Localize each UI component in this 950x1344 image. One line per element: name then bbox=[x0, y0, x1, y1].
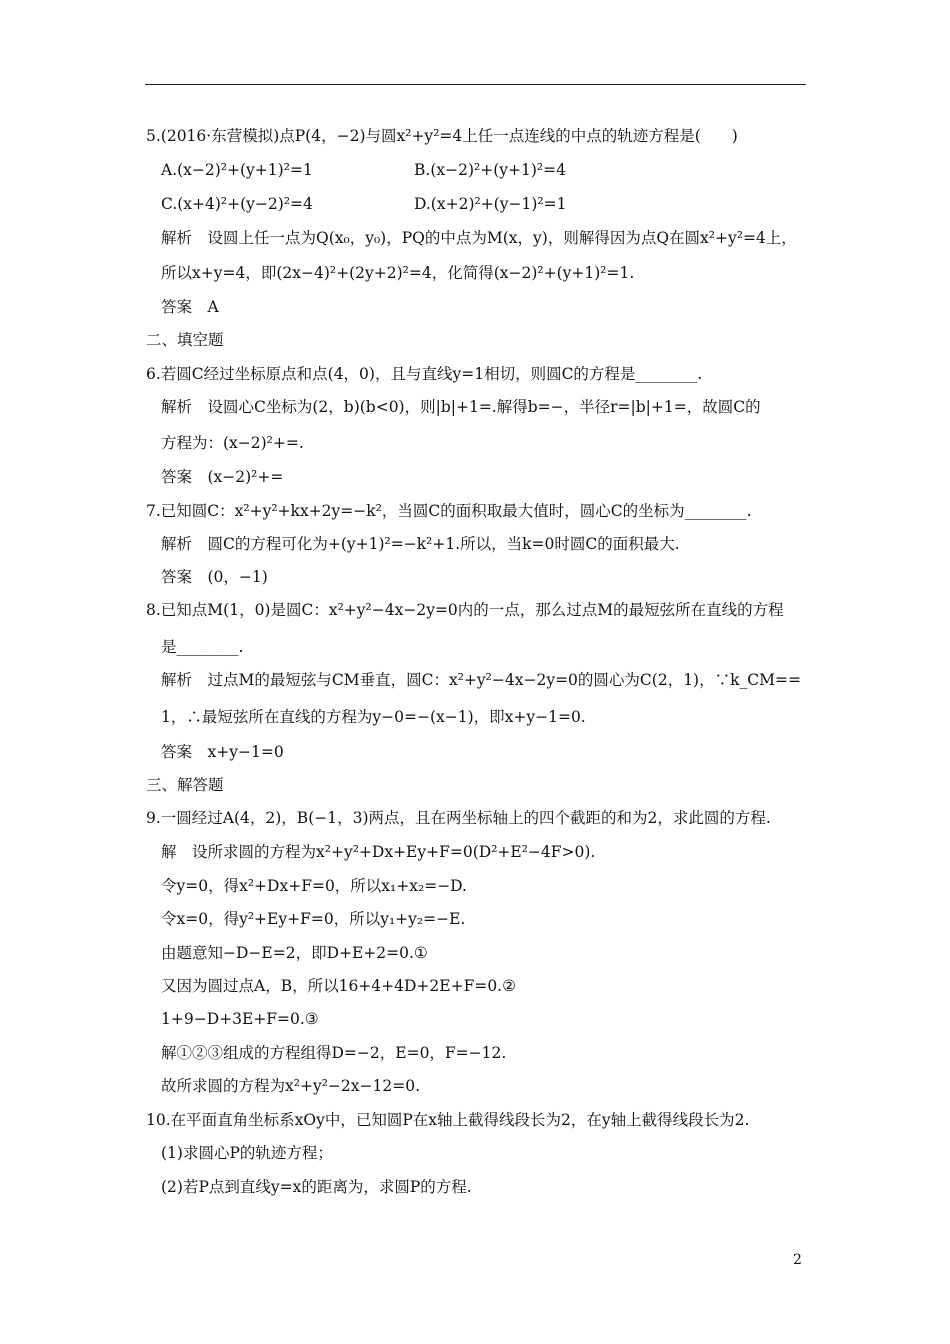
q9-solution-5: 又因为圆过点A，B，所以16+4+4D+2E+F=0.② bbox=[161, 977, 517, 995]
q9-solution-4: 由题意知−D−E=2，即D+E+2=0.① bbox=[161, 944, 428, 962]
q9-solution-1: 解 设所求圆的方程为x²+y²+Dx+Ey+F=0(D²+E²−4F>0). bbox=[161, 843, 596, 861]
q9-solution-2: 令y=0，得x²+Dx+F=0，所以x₁+x₂=−D. bbox=[161, 877, 467, 895]
q8-answer: 答案 x+y−1=0 bbox=[161, 743, 284, 761]
q10-part-1: (1)求圆心P的轨迹方程； bbox=[161, 1144, 333, 1162]
q5-option-c: C.(x+4)²+(y−2)²=4 bbox=[161, 195, 313, 213]
q6-analysis-2: 方程为：(x−2)²+=. bbox=[161, 434, 304, 452]
section-fill-in: 二、填空题 bbox=[146, 331, 224, 349]
q9-stem: 9.一圆经过A(4，2)，B(−1，3)两点，且在两坐标轴上的四个截距的和为2，求此圆的方程. bbox=[146, 809, 771, 827]
q5-option-d: D.(x+2)²+(y−1)²=1 bbox=[414, 195, 567, 213]
q8-analysis-1: 解析 过点M的最短弦与CM垂直，圆C：x²+y²−4x−2y=0的圆心为C(2，1)，∵k_CM== bbox=[161, 671, 801, 689]
q9-solution-8: 故所求圆的方程为x²+y²−2x−12=0. bbox=[161, 1077, 420, 1095]
q7-answer: 答案 (0，−1) bbox=[161, 568, 268, 586]
q5-analysis-2: 所以x+y=4，即(2x−4)²+(2y+2)²=4，化简得(x−2)²+(y+1)²=1. bbox=[161, 264, 635, 282]
q5-answer: 答案 A bbox=[161, 298, 219, 316]
q7-stem: 7.已知圆C：x²+y²+kx+2y=−k²，当圆C的面积取最大值时，圆心C的坐标为________. bbox=[146, 502, 752, 520]
header-rule bbox=[145, 84, 806, 85]
q8-analysis-2: 1，∴最短弦所在直线的方程为y−0=−(x−1)，即x+y−1=0. bbox=[161, 708, 586, 726]
q9-solution-6: 1+9−D+3E+F=0.③ bbox=[161, 1010, 319, 1028]
q6-analysis-1: 解析 设圆心C坐标为(2，b)(b<0)，则|b|+1=.解得b=−，半径r=|b|+1=，故圆C的 bbox=[161, 398, 761, 416]
page-number: 2 bbox=[793, 1252, 802, 1268]
q8-stem-1: 8.已知点M(1，0)是圆C：x²+y²−4x−2y=0内的一点，那么过点M的最短弦所在直线的方程 bbox=[146, 601, 784, 619]
q9-solution-3: 令x=0，得y²+Ey+F=0，所以y₁+y₂=−E. bbox=[161, 910, 466, 928]
q6-answer: 答案 (x−2)²+= bbox=[161, 468, 284, 486]
q8-stem-2: 是________. bbox=[161, 638, 244, 656]
q10-stem: 10.在平面直角坐标系xOy中，已知圆P在x轴上截得线段长为2，在y轴上截得线段长为2. bbox=[146, 1111, 750, 1129]
q5-stem: 5.(2016·东营模拟)点P(4，−2)与圆x²+y²=4上任一点连线的中点的轨迹方程是( ) bbox=[146, 127, 738, 145]
q10-part-2: (2)若P点到直线y=x的距离为，求圆P的方程. bbox=[161, 1178, 472, 1196]
q9-solution-7: 解①②③组成的方程组得D=−2，E=0，F=−12. bbox=[161, 1044, 507, 1062]
q5-option-b: B.(x−2)²+(y+1)²=4 bbox=[414, 161, 566, 179]
q5-analysis-1: 解析 设圆上任一点为Q(x₀，y₀)，PQ的中点为M(x，y)，则解得因为点Q在圆x²+y²=4上， bbox=[161, 229, 797, 247]
section-solutions: 三、解答题 bbox=[146, 776, 224, 794]
q5-option-a: A.(x−2)²+(y+1)²=1 bbox=[161, 161, 313, 179]
q6-stem: 6.若圆C经过坐标原点和点(4，0)，且与直线y=1相切，则圆C的方程是________. bbox=[146, 365, 703, 383]
q7-analysis: 解析 圆C的方程可化为+(y+1)²=−k²+1.所以，当k=0时圆C的面积最大. bbox=[161, 535, 680, 553]
